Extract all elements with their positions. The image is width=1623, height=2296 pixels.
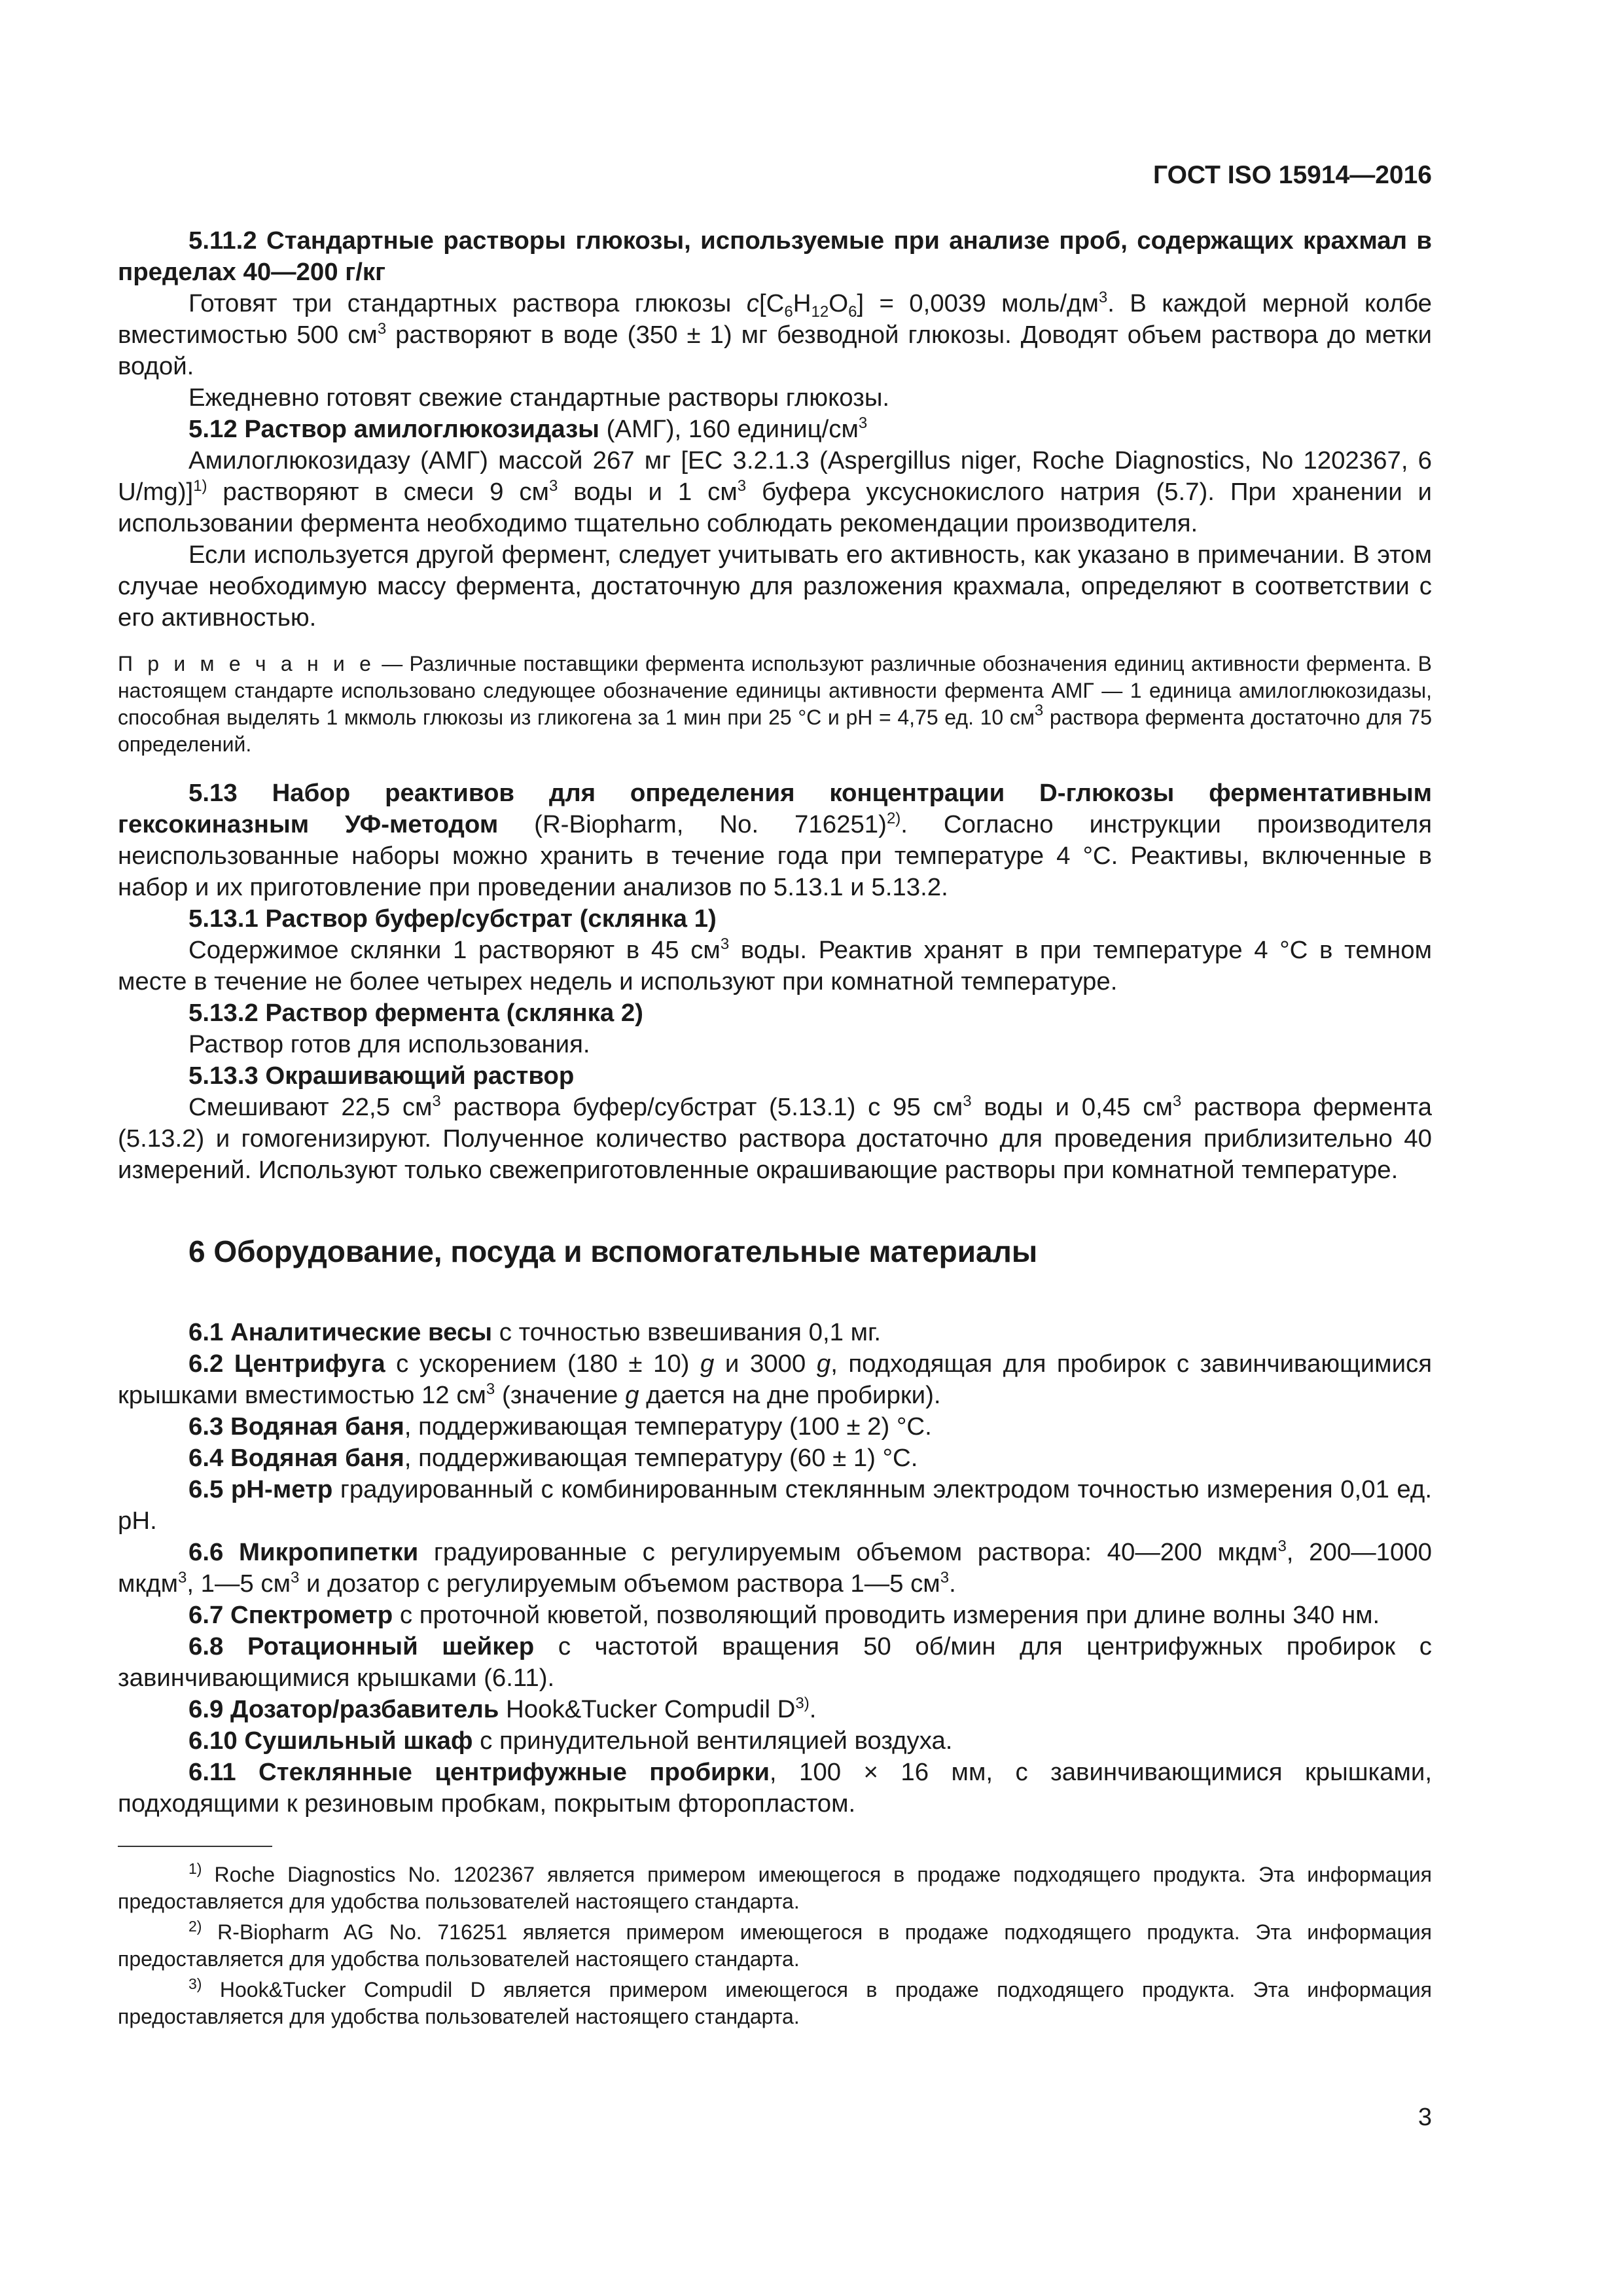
section-5-11-2-title: 5.11.2 Стандартные растворы глюкозы, используемые при анализе проб, содержащих крахмал в пределах 40—200 г/кг	[118, 226, 1432, 286]
item-6-4: 6.4 Водяная баня, поддерживающая температуру (60 ± 1) °С.	[188, 1444, 918, 1472]
item-6-11: 6.11 Стеклянные центрифужные пробирки, 100 × 16 мм, с завинчивающимися крышками, подходящими к резиновым пробкам, покрытым фторопластом.	[118, 1758, 1432, 1818]
item-6-1: 6.1 Аналитические весы с точностью взвешивания 0,1 мг.	[188, 1318, 882, 1346]
footnote-1: $^{1)}$ Roche Diagnostics No. 1202367 является примером имеющегося в продаже подходящего продукта. Эта информация предоставляется для удобства пользователей настоящего стандарта.	[118, 1860, 1432, 1913]
section-5-12-para-2: Если используется другой фермент, следует учитывать его активность, как указано в примечании. В этом случае необходимую массу фермента, достаточную для разложения крахмала, определяют в соответствии с его активностью.	[118, 541, 1432, 632]
footnote-ref-1: 1)	[193, 477, 207, 495]
item-6-3: 6.3 Водяная баня, поддерживающая температуру (100 ± 2) °С.	[188, 1412, 932, 1441]
page-content	[118, 225, 1432, 2034]
item-6-7: 6.7 Спектрометр с проточной кюветой, позволяющий проводить измерения при длине волны 340 нм.	[188, 1601, 1380, 1629]
section-5-13-2-title: 5.13.2 Раствор фермента (склянка 2)	[188, 999, 643, 1027]
item-6-9: 6.9 Дозатор/разбавитель Hook&Tucker Compudil $D^{3)}$.	[188, 1695, 817, 1723]
section-5-13-para: 5.13 Набор реактивов для определения концентрации D-глюкозы ферментативным гексокиназным УФ-методом (R-Biopharm, No. 716251)$^{2)}$. Согласно инструкции производителя неиспользованные наборы можно хранить в течение года при температуре 4 °С. Реактивы, включенные в набор и их приготовление при проведении анализов по 5.13.1 и 5.13.2.	[118, 779, 1432, 901]
footnote-ref-3: 3)	[795, 1695, 810, 1712]
item-6-10: 6.10 Сушильный шкаф с принудительной вентиляцией воздуха.	[188, 1727, 953, 1755]
footnote-2: $^{2)}$ R-Biopharm AG No. 716251 является примером имеющегося в продаже подходящего продукта. Эта информация предоставляется для удобства пользователей настоящего стандарта.	[118, 1918, 1432, 1971]
item-6-8: 6.8 Ротационный шейкер с частотой вращения 50 об/мин для центрифужных пробирок с завинчивающимися крышками (6.11).	[118, 1632, 1432, 1692]
section-5-13-3-title: 5.13.3 Окрашивающий раствор	[188, 1062, 575, 1090]
section-5-11-2-para-2: Ежедневно готовят свежие стандартные растворы глюкозы.	[188, 384, 890, 412]
footnote-divider	[118, 1846, 272, 1847]
footnote-3: $^{3)}$ Hook&Tucker Compudil D является примером имеющегося в продаже подходящего продукта. Эта информация предоставляется для удобства пользователей настоящего стандарта.	[118, 1975, 1432, 2028]
section-5-12-para-1: Амилоглюкозидазу (АМГ) массой 267 мг [ЕС 3.2.1.3 (Aspergillus niger, Roche Diagnostics, No 1202367, 6 U/mg)]$^{1)}$ растворяют в смеси 9 $см^3$ воды и 1 $см^3$ буфера уксуснокислого натрия (5.7). При хранении и использовании фермента необходимо тщательно соблюдать рекомендации производителя.	[118, 446, 1432, 537]
section-5-11-2-para-1: Готовят три стандартных раствора глюкозы $c[C_6H_{12}O_6] = 0,0039$ моль/$дм^3$. В каждой мерной колбе вместимостью 500 $см^3$ растворяют в воде (350 ± 1) мг безводной глюкозы. Доводят объем раствора до метки водой.	[118, 289, 1432, 380]
section-5-13-3-para: Смешивают 22,5 $см^3$ раствора буфер/субстрат (5.13.1) с 95 $см^3$ воды и 0,45 $см^3$ раствора фермента (5.13.2) и гомогенизируют. Полученное количество раствора достаточно для проведения приблизительно 40 измерений. Используют только свежеприготовленные окрашивающие растворы при комнатной температуре.	[118, 1092, 1432, 1184]
page-number: 3	[1418, 2104, 1432, 2131]
section-5-13-2-para: Раствор готов для использования.	[188, 1030, 590, 1058]
note-label: П р и м е ч а н и е	[118, 652, 375, 675]
section-5-12-title: 5.12 Раствор амилоглюкозидазы (АМГ), 160 единиц/$см^3$	[188, 414, 868, 443]
section-6-title: 6 Оборудование, посуда и вспомогательные материалы	[188, 1234, 1038, 1268]
document-header: ГОСТ ISO 15914—2016	[1152, 161, 1432, 189]
footnote-ref-2: 2)	[886, 810, 901, 827]
item-6-2: 6.2 Центрифуга с ускорением (180 ± 10) g и 3000 g, подходящая для пробирок с завинчивающимися крышками вместимостью 12 $см^3$ (значение g дается на дне пробирки).	[118, 1350, 1433, 1409]
note-block: П р и м е ч а н и е — Различные поставщики фермента используют различные обозначения единиц активности фермента. В настоящем стандарте использовано следующее обозначение единицы активности фермента АМГ — 1 единица амилоглюкозидазы, способная выделять 1 мкмоль глюкозы из гликогена за 1 мин при 25 °С и pH = 4,75 ед. 10 $см^3$ раствора фермента достаточно для 75 определений.	[118, 652, 1433, 756]
item-6-6: 6.6 Микропипетки градуированные с регулируемым объемом раствора: 40—200 мкдм$^3$, 200—1000 мкдм$^3$, 1—5 $см^3$ и дозатор с регулируемым объемом раствора 1—5 $см^3$.	[118, 1537, 1432, 1598]
item-6-5: 6.5 pH-метр градуированный с комбинированным стеклянным электродом точностью измерения 0,01 ед. pH.	[118, 1475, 1432, 1535]
section-5-13-1-para: Содержимое склянки 1 растворяют в 45 $см^3$ воды. Реактив хранят в при температуре 4 °С в темном месте в течение не более четырех недель и используют при комнатной температуре.	[118, 935, 1432, 996]
section-5-13-1-title: 5.13.1 Раствор буфер/субстрат (склянка 1)	[188, 905, 717, 933]
